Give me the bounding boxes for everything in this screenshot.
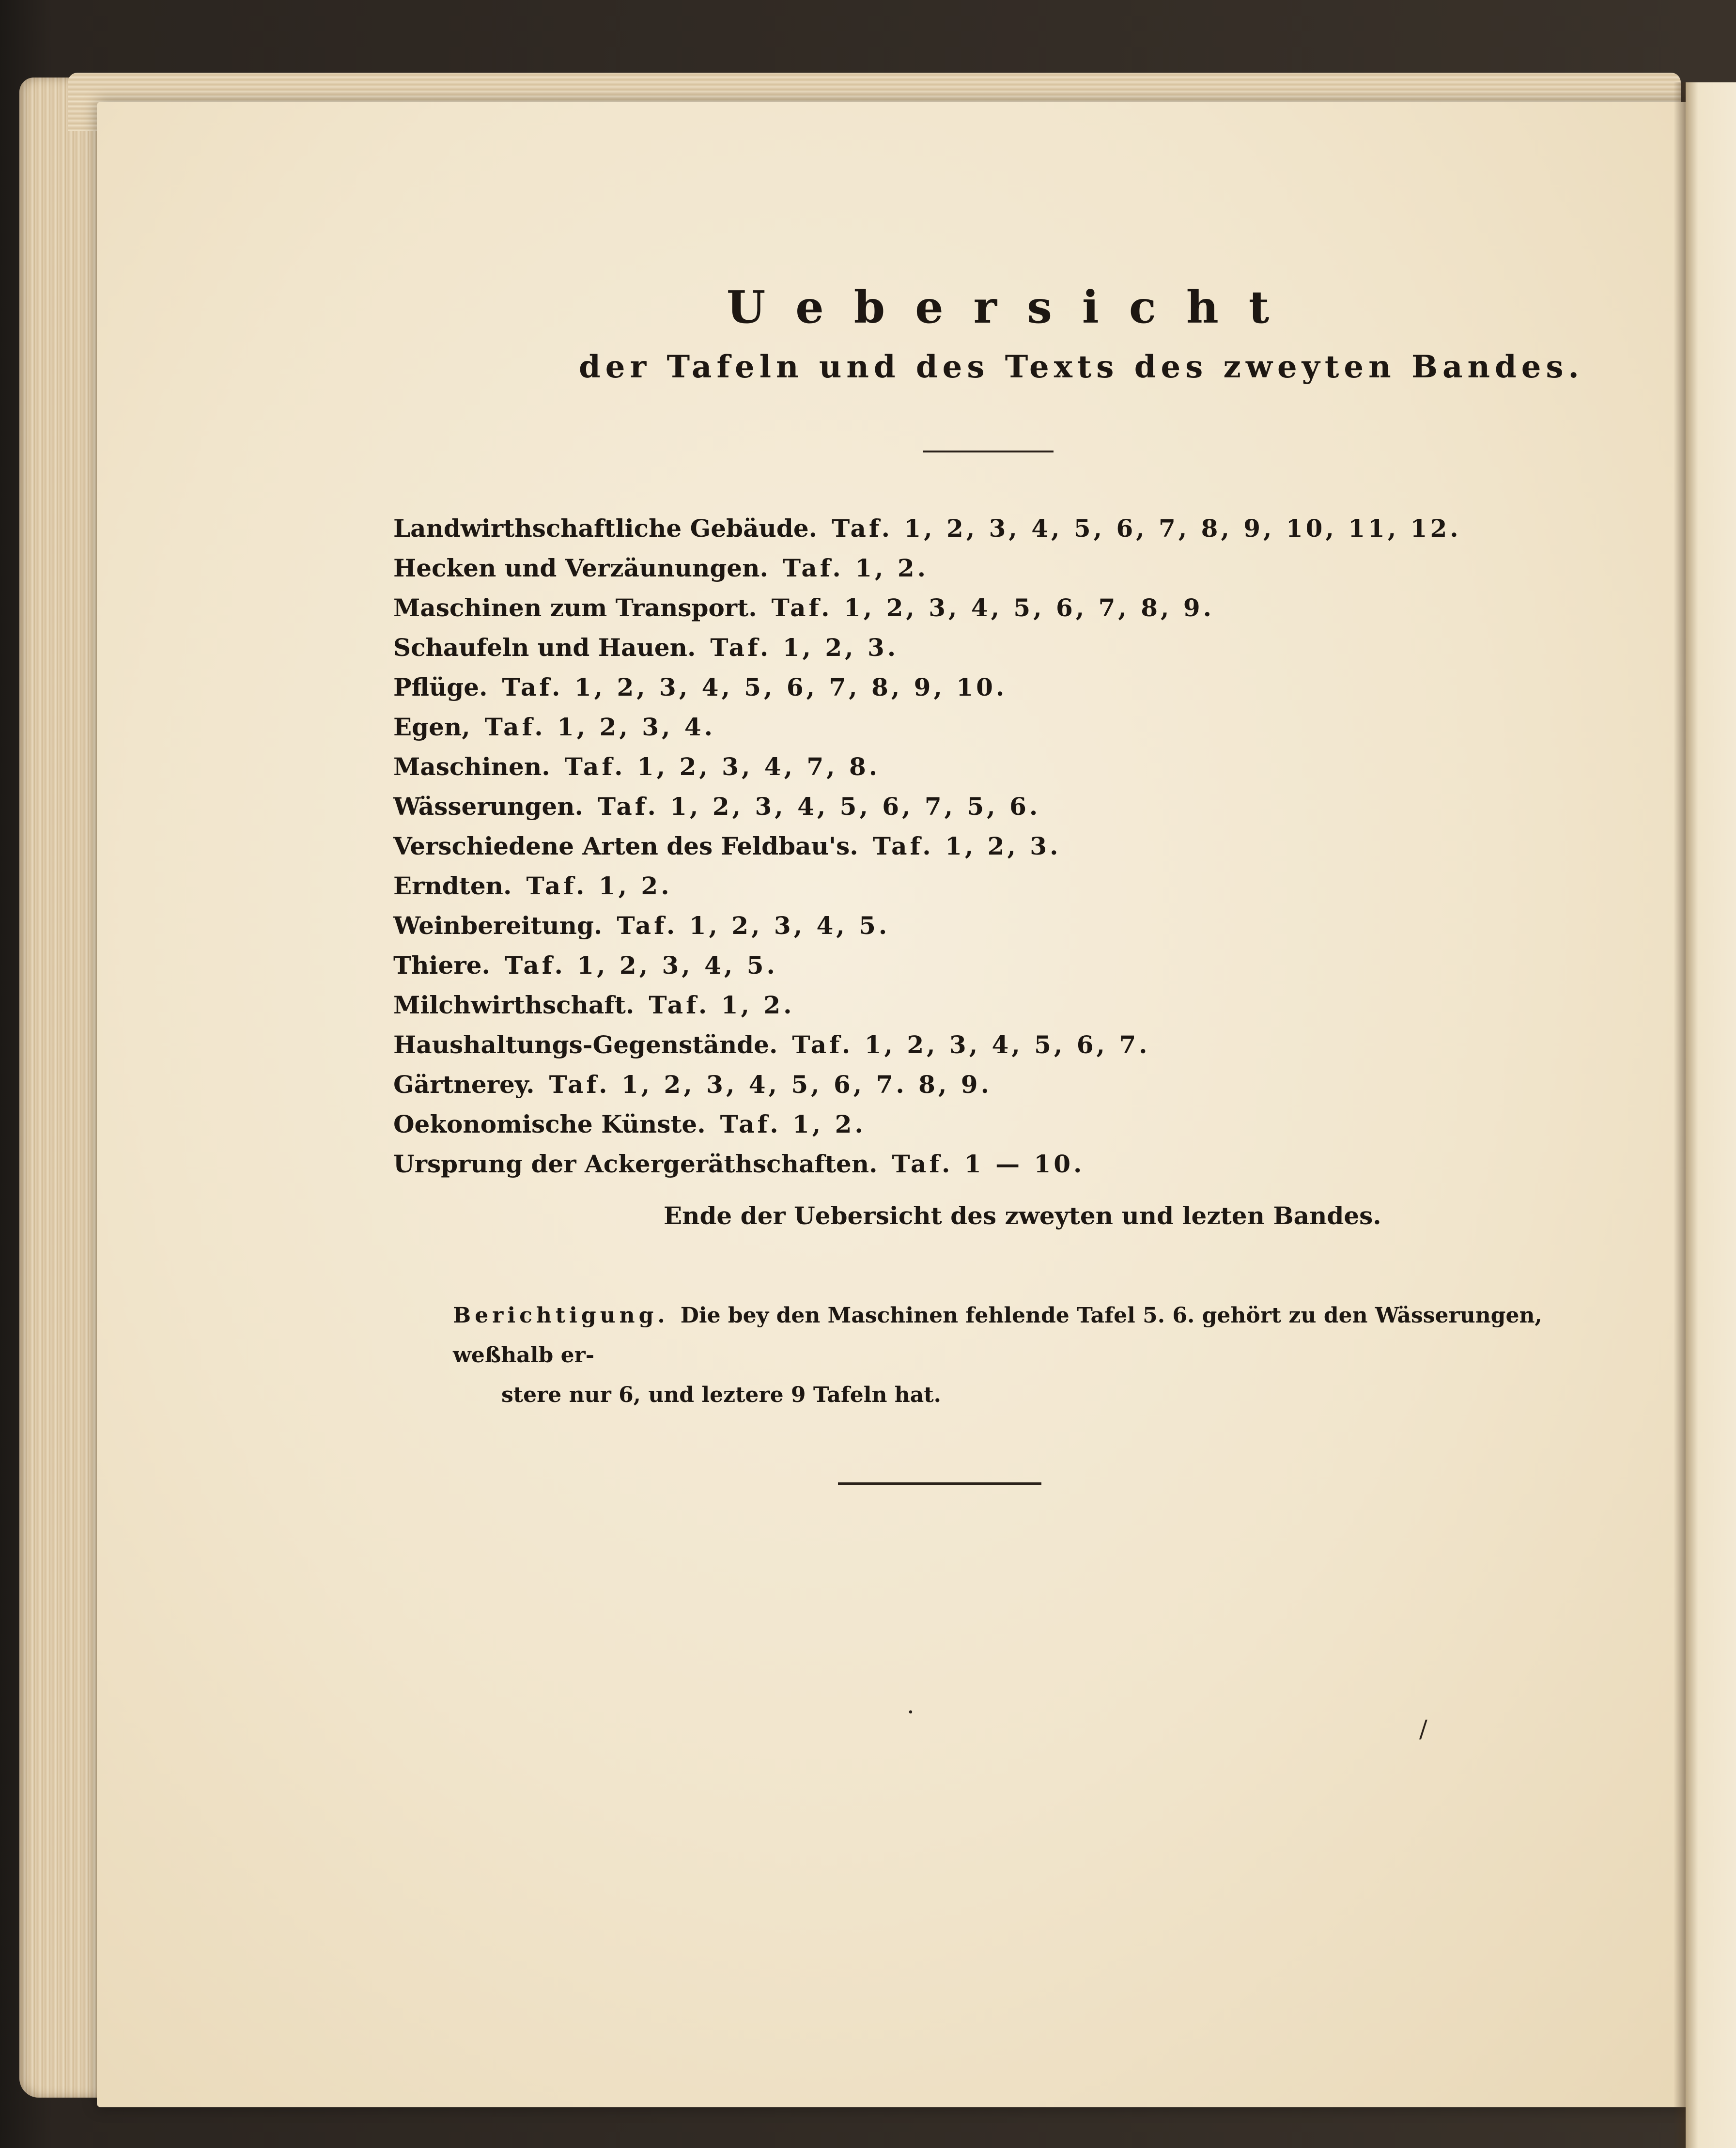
entry-plates: Taf. 1, 2, 3, 4, 5.: [504, 951, 778, 980]
entry-plates: Taf. 1, 2, 3.: [710, 633, 899, 662]
ink-mark: /: [1419, 1715, 1427, 1743]
entry-plates: Taf. 1, 2, 3.: [872, 832, 1061, 860]
entry-label: Gärtnerey.: [393, 1070, 535, 1099]
page-subtitle: der Tafeln und des Texts des zweyten Bandes.: [579, 349, 1584, 385]
entry-plates: Taf. 1, 2.: [526, 872, 672, 900]
entry-plates: Taf. 1, 2, 3, 4, 5, 6, 7, 8, 9, 10.: [502, 673, 1008, 701]
correction-heading: Berichtigung.: [453, 1303, 669, 1328]
list-item: [393, 866, 1507, 906]
list-item: [393, 1065, 1507, 1105]
entry-label: Verschiedene Arten des Feldbau's.: [393, 832, 858, 860]
correction-note: [453, 1296, 1606, 1415]
entry-plates: Taf. 1, 2, 3, 4, 7, 8.: [564, 752, 881, 781]
entry-plates: Taf. 1, 2.: [782, 554, 929, 582]
entry-label: Hecken und Verzäunungen.: [393, 554, 768, 582]
entry-plates: Taf. 1, 2, 3, 4, 5.: [617, 911, 890, 940]
correction-text-line2: stere nur 6, und leztere 9 Tafeln hat.: [501, 1383, 941, 1407]
entry-label: Maschinen.: [393, 752, 550, 781]
list-item: [393, 1025, 1507, 1065]
entry-plates: Taf. 1, 2, 3, 4, 5, 6, 7, 8, 9.: [771, 593, 1215, 622]
end-of-index-note: Ende der Uebersicht des zweyten und lezten Bandes.: [664, 1201, 1381, 1230]
entry-plates: Taf. 1, 2.: [649, 991, 795, 1019]
page-title: Uebersicht: [727, 281, 1300, 333]
list-item: [393, 548, 1507, 588]
closing-divider: [838, 1482, 1041, 1485]
list-item: [393, 826, 1507, 866]
entry-plates: Taf. 1, 2.: [720, 1110, 866, 1138]
list-item: [393, 747, 1507, 787]
entry-label: Landwirthschaftliche Gebäude.: [393, 514, 818, 543]
list-item: [393, 1144, 1507, 1184]
entry-label: Pflüge.: [393, 673, 488, 701]
list-item: [393, 985, 1507, 1025]
list-item: [393, 946, 1507, 985]
entry-label: Haushaltungs-Gegenstände.: [393, 1030, 778, 1059]
entry-label: Milchwirthschaft.: [393, 991, 635, 1019]
ink-mark: ·: [907, 1698, 914, 1726]
list-item: [393, 628, 1507, 668]
entry-label: Maschinen zum Transport.: [393, 593, 757, 622]
entry-label: Ursprung der Ackergeräthschaften.: [393, 1150, 878, 1178]
entry-label: Weinbereitung.: [393, 911, 603, 940]
entry-label: Egen,: [393, 713, 470, 741]
entry-label: Oekonomische Künste.: [393, 1110, 706, 1138]
entry-plates: Taf. 1, 2, 3, 4.: [484, 713, 716, 741]
list-item: [393, 668, 1507, 707]
title-divider: [923, 451, 1054, 452]
entry-label: Erndten.: [393, 872, 512, 900]
correction-text-line1: Die bey den Maschinen fehlende Tafel 5. 6. gehört zu den Wässerungen, weßhalb er-: [453, 1303, 1542, 1368]
entry-plates: Taf. 1, 2, 3, 4, 5, 6, 7, 8, 9, 10, 11, 12.: [832, 514, 1461, 543]
list-item: [393, 588, 1507, 628]
list-item: [393, 787, 1507, 826]
list-item: [393, 509, 1507, 548]
entry-label: Thiere.: [393, 951, 490, 980]
entry-plates: Taf. 1 — 10.: [892, 1150, 1085, 1178]
list-item: [393, 1105, 1507, 1144]
entry-plates: Taf. 1, 2, 3, 4, 5, 6, 7, 5, 6.: [597, 792, 1041, 821]
entry-plates: Taf. 1, 2, 3, 4, 5, 6, 7. 8, 9.: [549, 1070, 992, 1099]
list-item: [393, 906, 1507, 946]
plates-index-list: [393, 509, 1507, 1184]
entry-plates: Taf. 1, 2, 3, 4, 5, 6, 7.: [792, 1030, 1150, 1059]
list-item: [393, 707, 1507, 747]
entry-label: Schaufeln und Hauen.: [393, 633, 696, 662]
entry-label: Wässerungen.: [393, 792, 583, 821]
